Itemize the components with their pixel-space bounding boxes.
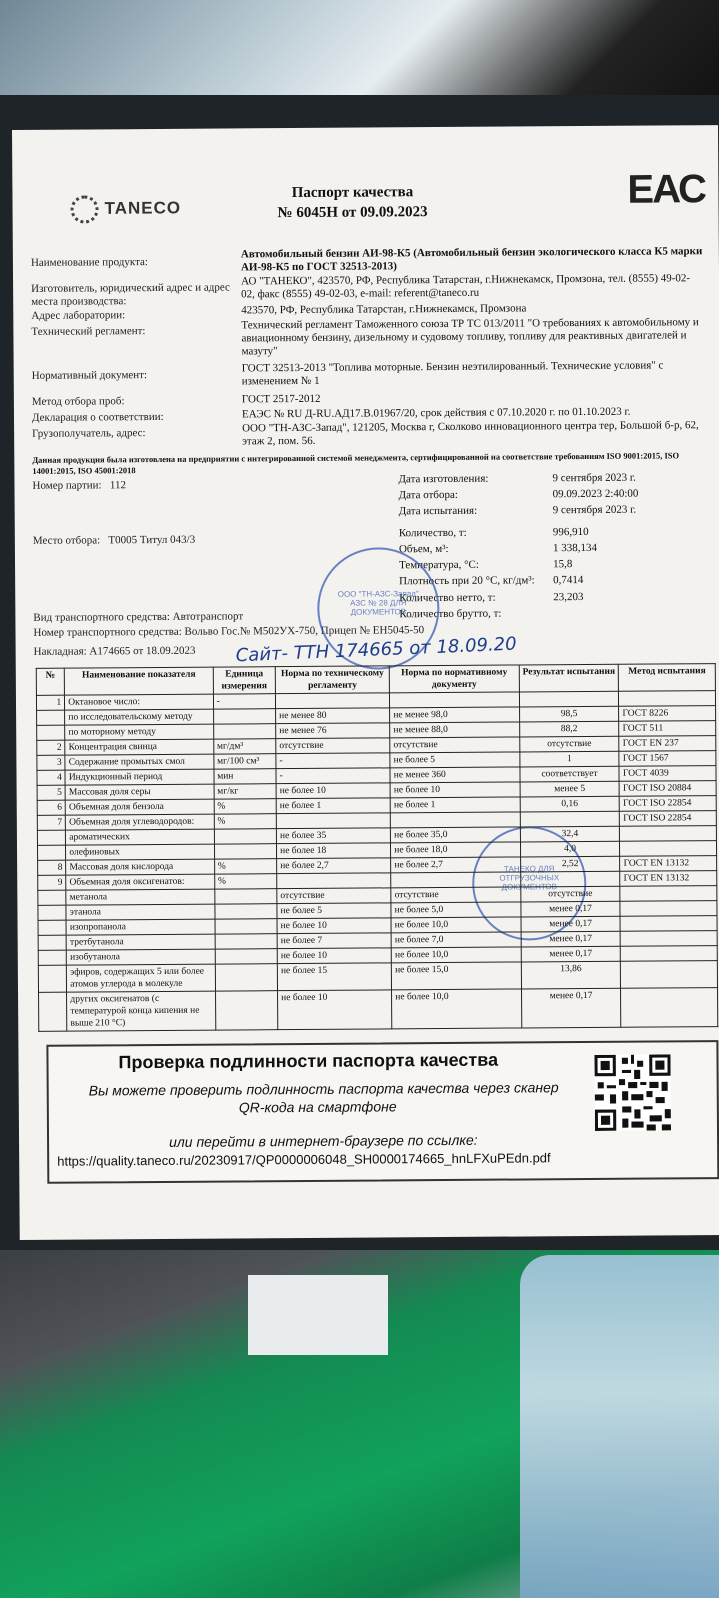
cell-norm-doc: не менее 98,0 (390, 707, 520, 723)
cell-unit (213, 724, 275, 739)
cell-result: менее 0,17 (521, 901, 621, 917)
label-date-sampling: Дата отбора: (398, 488, 458, 502)
cell-name: Октановое число: (65, 694, 213, 710)
cell-norm-doc: не более 2,7 (391, 857, 521, 873)
eac-mark: ЕАС (627, 167, 706, 212)
cell-num: 1 (36, 695, 64, 710)
cell-norm-doc: не менее 360 (390, 767, 520, 783)
cell-result: 2,52 (520, 856, 620, 872)
cell-method (621, 931, 718, 947)
cell-unit (214, 829, 276, 844)
cell-name: изобутанола (67, 949, 215, 965)
label-volume: Объем, м³: (398, 542, 449, 556)
label-gross: Количество брутто, т: (399, 607, 502, 621)
verification-url[interactable]: https://quality.taneco.ru/20230917/QP0000006048_SH0000174665_hnLFXuPEdn.pdf (57, 1150, 551, 1169)
cell-method: ГОСТ EN 237 (619, 736, 716, 752)
cell-norm-doc: не более 1 (390, 797, 520, 813)
value-lab-address: 423570, РФ, Республика Татарстан, г.Нижнекамск, Промзона (241, 302, 527, 317)
label-lab-address: Адрес лаборатории: (31, 309, 126, 322)
value-density: 0,7414 (553, 574, 584, 587)
cell-result: 32,4 (520, 826, 620, 842)
label-temperature: Температура, °С: (399, 558, 479, 572)
cell-unit: мг/100 см³ (214, 754, 276, 769)
cell-unit: мг/кг (214, 784, 276, 799)
cell-norm-doc: не менее 88,0 (390, 722, 520, 738)
cell-num: 3 (37, 755, 65, 770)
label-date-made: Дата изготовления: (398, 472, 489, 486)
invoice: Накладная: А174665 от 18.09.2023 (33, 644, 196, 658)
cell-result: менее 0,17 (521, 988, 621, 1028)
cell-name: метанола (66, 889, 214, 905)
label-normative-doc: Нормативный документ: (31, 369, 148, 382)
cell-num (38, 920, 66, 935)
label-quantity: Количество, т: (398, 526, 467, 540)
background-paper (248, 1275, 388, 1355)
transport-type: Вид транспортного средства: Автотранспорт (33, 610, 244, 624)
cell-unit (215, 934, 277, 949)
value-manufacturer: АО "ТАНЕКО", 423570, РФ, Республика Татарстан, г.Нижнекамск, Промзона, тел. (8555) 49-02-02, факс (8555) 49-02-03, e-mail: referent@taneco.ru (241, 272, 691, 301)
cell-norm-doc: не более 10,0 (391, 917, 521, 933)
value-sampling-place: Т0005 Титул 043/3 (108, 533, 196, 547)
taneco-logo-icon (70, 195, 98, 223)
cell-unit (214, 844, 276, 859)
cell-name: Массовая доля кислорода (66, 859, 214, 875)
cell-result: 4,0 (520, 841, 620, 857)
verification-text-1: Вы можете проверить подлинность паспорта качества через сканер (88, 1079, 559, 1099)
cell-unit (215, 991, 278, 1030)
value-batch: 112 (109, 479, 126, 492)
cell-unit: % (214, 859, 276, 874)
cell-result: 0,16 (520, 796, 620, 812)
document-title: Паспорт качества № 6045Н от 09.09.2023 (277, 184, 428, 222)
cell-unit (215, 904, 277, 919)
quality-passport-document (12, 125, 719, 1240)
cell-norm-reg (276, 813, 390, 829)
header-name: Наименование показателя (65, 667, 214, 695)
cell-name: ароматических (66, 829, 214, 845)
value-volume: 1 338,134 (552, 541, 597, 555)
cell-norm-reg: не более 10 (276, 783, 390, 799)
cell-norm-doc: не более 15,0 (392, 962, 522, 990)
cell-method: ГОСТ 4039 (619, 766, 716, 782)
value-consignee: ООО "ТН-АЗС-Запад", 121205, Москва г, Сколково инновационного центра тер, Большой б-р, 62, этаж 2, пом. 56. (242, 419, 699, 448)
cell-norm-reg (276, 693, 390, 709)
cell-method: ГОСТ 8226 (619, 706, 716, 722)
cell-num: 6 (37, 800, 65, 815)
cell-norm-doc (390, 692, 520, 708)
cell-num (37, 725, 65, 740)
cell-result: менее 0,17 (521, 931, 621, 947)
cell-norm-reg: не менее 76 (276, 723, 390, 739)
cell-unit: мг/дм³ (213, 739, 275, 754)
cell-method: ГОСТ EN 13132 (620, 856, 717, 872)
cell-norm-reg: не более 10 (278, 990, 392, 1030)
header-norm-doc: Норма по нормативному документу (389, 665, 519, 693)
cell-result (519, 691, 619, 707)
verification-box (46, 1040, 719, 1184)
cell-num (38, 950, 66, 965)
verification-text-2: QR-кода на смартфоне (238, 1098, 397, 1116)
cell-name: Содержание промытых смол (65, 754, 213, 770)
cell-num (37, 845, 65, 860)
cell-norm-reg (277, 873, 391, 889)
cell-norm-doc: не более 5 (390, 752, 520, 768)
label-net: Количество нетто, т: (399, 591, 496, 605)
header-result: Результат испытания (519, 664, 619, 692)
cell-result: 13,86 (521, 961, 621, 989)
cell-norm-doc: не более 18,0 (391, 842, 521, 858)
value-date-sampling: 09.09.2023 2:40:00 (552, 487, 639, 501)
cell-unit (214, 889, 276, 904)
label-batch: Номер партии: 112 (32, 479, 126, 492)
transport-number: Номер транспортного средства: Вольво Гос.№ М502УХ-750, Прицеп № ЕН5045-50 (33, 624, 425, 639)
cell-result: 88,2 (519, 721, 619, 737)
cell-norm-doc: отсутствие (391, 887, 521, 903)
table-row (39, 988, 718, 1032)
value-temperature: 15,8 (553, 558, 573, 571)
taneco-logo: TANECO (70, 195, 181, 224)
cell-num (39, 992, 68, 1031)
cell-unit: % (214, 814, 276, 829)
cell-num (37, 830, 65, 845)
cell-name: по исследовательскому методу (65, 709, 213, 725)
cell-norm-reg: не более 35 (276, 828, 390, 844)
qr-code-icon[interactable] (594, 1054, 671, 1131)
cell-name: Объемная доля бензола (65, 799, 213, 815)
cell-norm-doc: не более 5,0 (391, 902, 521, 918)
cell-unit (215, 964, 278, 991)
cell-method (620, 916, 717, 932)
cell-num (38, 935, 66, 950)
value-date-made: 9 сентября 2023 г. (552, 471, 636, 485)
cell-name: Объемная доля углеводородов: (66, 814, 214, 830)
cell-method: ГОСТ EN 13132 (620, 871, 717, 887)
company-stamp: ООО "ТН-АЗС-Запад" АЗС № 28 ДЛЯ ДОКУМЕНТОВ (317, 547, 440, 670)
cell-name: эфиров, содержащих 5 или более атомов углерода в молекуле (67, 964, 216, 992)
label-tech-regulation: Технический регламент: (31, 325, 146, 338)
cell-name: Массовая доля серы (65, 784, 213, 800)
label-manufacturer: Изготовитель, юридический адрес и адрес места производства: (31, 281, 230, 308)
cell-num: 5 (37, 785, 65, 800)
cell-norm-reg: не более 7 (277, 933, 391, 949)
cell-result: менее 0,17 (521, 946, 621, 962)
cell-result: соответствует (520, 766, 620, 782)
cell-norm-reg: не более 5 (277, 903, 391, 919)
cell-result (520, 871, 620, 887)
cell-num (37, 710, 65, 725)
cell-name: по моторному методу (65, 724, 213, 740)
cell-method (621, 961, 718, 989)
cell-num (38, 905, 66, 920)
background-window (0, 0, 719, 110)
cell-norm-doc: не более 10,0 (392, 989, 522, 1029)
verification-title: Проверка подлинности паспорта качества (118, 1049, 499, 1073)
cell-unit: % (214, 874, 276, 889)
cell-method: ГОСТ ISO 22854 (620, 796, 717, 812)
cell-num: 8 (38, 860, 66, 875)
cell-norm-reg: не более 15 (277, 963, 391, 991)
cell-method: ГОСТ ISO 22854 (620, 811, 717, 827)
cell-method (620, 841, 717, 857)
cell-name: изопропанола (66, 919, 214, 935)
cell-norm-doc: не более 10 (390, 782, 520, 798)
value-net: 23,203 (553, 591, 584, 604)
value-sampling-method: ГОСТ 2517-2012 (241, 392, 321, 406)
value-normative-doc: ГОСТ 32513-2013 "Топлива моторные. Бензин неэтилированный. Технические условия" с изменением № 1 (241, 359, 664, 388)
cell-norm-doc (390, 812, 520, 828)
cell-norm-reg: отсутствие (276, 738, 390, 754)
value-date-test: 9 сентября 2023 г. (552, 503, 637, 517)
certification-note: Данная продукция была изготовлена на предприятии с интегрированной системой менеджмента, сертифицированной на соответствие требованиям ISO 9001:2015, ISO 14001:2015, ISO 45001:2018 (32, 450, 680, 476)
label-consignee: Грузополучатель, адрес: (32, 427, 146, 440)
cell-norm-doc (391, 872, 521, 888)
cell-norm-doc: не более 10,0 (391, 947, 521, 963)
cell-name: Объемная доля оксигенатов: (66, 874, 214, 890)
cell-num (38, 965, 66, 992)
cell-result: отсутствие (520, 886, 620, 902)
cell-name: олефиновых (66, 844, 214, 860)
cell-result: 98,5 (519, 706, 619, 722)
cell-method (621, 988, 718, 1028)
cell-unit (215, 919, 277, 934)
cell-name: этанола (66, 904, 214, 920)
cell-unit: мин (214, 769, 276, 784)
cell-method (620, 886, 717, 902)
header-method: Метод испытания (619, 664, 716, 692)
cell-result: менее 5 (520, 781, 620, 797)
value-tech-regulation: Технический регламент Таможенного союза ТР ТС 013/2011 "О требованиях к автомобильному и авиационному бензину, дизельному и судовому топливу, топливу для реактивных двигателей и мазуту" (241, 316, 699, 358)
cell-norm-reg: не более 10 (277, 948, 391, 964)
value-product: Автомобильный бензин АИ-98-К5 (Автомобильный бензин экологического класса К5 марки АИ-98-К5 по ГОСТ 32513-2013) (240, 245, 703, 274)
cell-method (620, 826, 717, 842)
cell-unit (215, 949, 277, 964)
cell-result: 1 (519, 751, 619, 767)
background-bottle (520, 1255, 719, 1598)
cell-num: 4 (37, 770, 65, 785)
cell-name: третбутанола (66, 934, 214, 950)
cell-norm-doc: не более 7,0 (391, 932, 521, 948)
value-declaration: ЕАЭС № RU Д-RU.АД17.В.01967/20, срок действия с 07.10.2020 г. по 01.10.2023 г. (241, 405, 631, 421)
cell-norm-reg: не более 10 (277, 918, 391, 934)
cell-norm-doc: не более 35,0 (391, 827, 521, 843)
label-declaration: Декларация о соответствии: (31, 410, 164, 424)
cell-norm-doc: отсутствие (390, 737, 520, 753)
cell-name: других оксигенатов (с температурой конца кипения не выше 210 °С) (67, 991, 216, 1031)
header-unit: Единица измерения (213, 667, 276, 694)
value-quantity: 996,910 (552, 525, 589, 539)
cell-norm-reg: - (276, 753, 390, 769)
cell-num (38, 890, 66, 905)
cell-norm-reg: - (276, 768, 390, 784)
label-date-test: Дата испытания: (398, 504, 478, 518)
cell-unit: - (213, 694, 275, 709)
shipping-stamp: ТАНЕКО ДЛЯ ОТГРУЗОЧНЫХ ДОКУМЕНТОВ (472, 826, 587, 941)
cell-norm-reg: не менее 80 (276, 708, 390, 724)
cell-method: ГОСТ 511 (619, 721, 716, 737)
cell-result: менее 0,17 (521, 916, 621, 932)
header-norm-reg: Норма по техническому регламенту (275, 666, 389, 694)
header-num: № (36, 668, 64, 695)
cell-unit: % (214, 799, 276, 814)
label-product: Наименование продукта: (30, 256, 148, 269)
quality-table (36, 663, 719, 1032)
handwritten-note: Сайт- ТТН 174665 от 18.09.20 (235, 633, 518, 667)
cell-num: 2 (37, 740, 65, 755)
cell-method: ГОСТ 1567 (619, 751, 716, 767)
cell-method (619, 691, 716, 707)
cell-norm-reg: отсутствие (277, 888, 391, 904)
cell-name: Концентрация свинца (65, 739, 213, 755)
label-sampling-place: Место отбора: Т0005 Титул 043/3 (32, 533, 196, 547)
cell-method: ГОСТ ISO 20884 (619, 781, 716, 797)
cell-num: 7 (37, 815, 65, 830)
cell-result (520, 811, 620, 827)
cell-method (620, 901, 717, 917)
cell-num: 9 (38, 875, 66, 890)
label-sampling-method: Метод отбора проб: (31, 395, 125, 408)
label-density: Плотность при 20 °С, кг/дм³: (399, 574, 535, 588)
cell-norm-reg: не более 18 (277, 843, 391, 859)
cell-unit (213, 709, 275, 724)
cell-method (621, 946, 718, 962)
cell-result: отсутствие (519, 736, 619, 752)
cell-norm-reg: не более 1 (276, 798, 390, 814)
verification-text-3: или перейти в интернет-браузере по ссылке: (169, 1131, 478, 1150)
cell-name: Индукционный период (65, 769, 213, 785)
cell-norm-reg: не более 2,7 (277, 858, 391, 874)
